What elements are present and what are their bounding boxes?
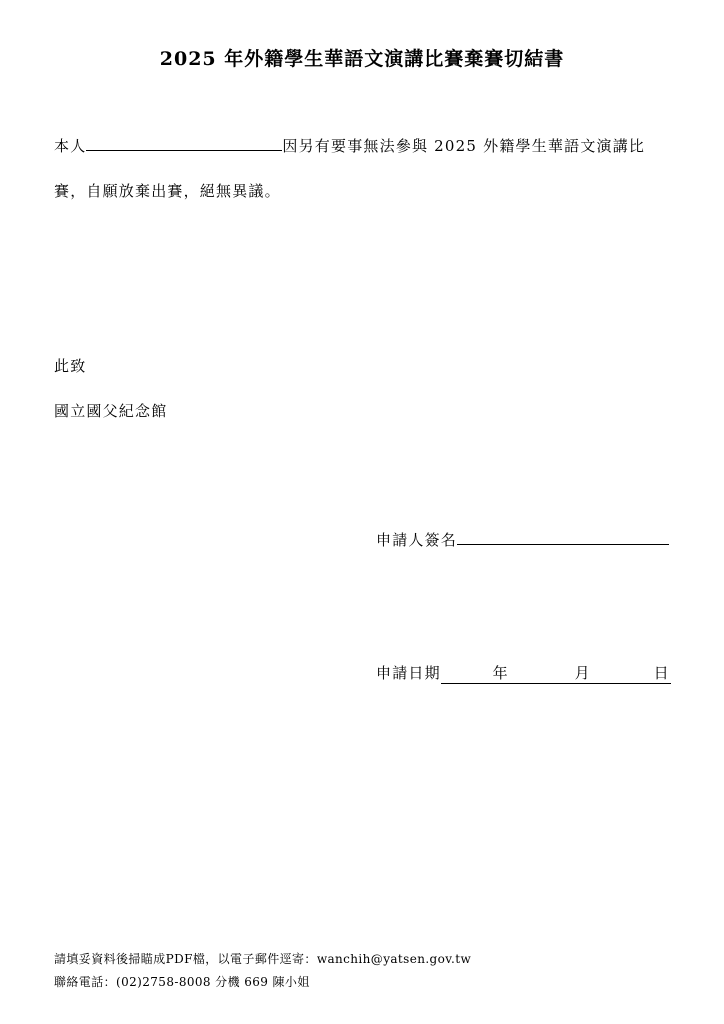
date-day-label: 日 [653,664,670,682]
statement-line-1 [54,135,645,156]
footer-instruction: 請填妥資料後掃瞄成PDF檔，以電子郵件逕寄：wanchih@yatsen.gov.tw [54,952,472,966]
footer-contact: 聯絡電話：(02)2758-8008 分機 669 陳小姐 [54,975,310,989]
salutation: 此致 [54,357,87,375]
date-month-field[interactable] [521,662,601,684]
signature-label: 申請人簽名 [376,531,458,549]
name-blank[interactable] [86,149,282,151]
signature-row [376,529,669,550]
date-year-label: 年 [492,664,509,682]
date-label: 申請日期 [376,664,441,682]
date-year-field[interactable] [441,662,521,684]
date-row [376,662,671,684]
document-title: 2025 年外籍學生華語文演講比賽棄賽切結書 [159,48,565,70]
signature-blank[interactable] [457,543,669,545]
recipient: 國立國父紀念館 [54,402,168,420]
statement-prefix: 本人 [54,137,87,155]
statement-line-2: 賽，自願放棄出賽，絕無異議。 [54,182,281,200]
statement-text: 因另有要事無法參與 2025 外籍學生華語文演講比 [282,137,646,155]
date-month-label: 月 [574,664,591,682]
date-day-field[interactable] [601,662,671,684]
